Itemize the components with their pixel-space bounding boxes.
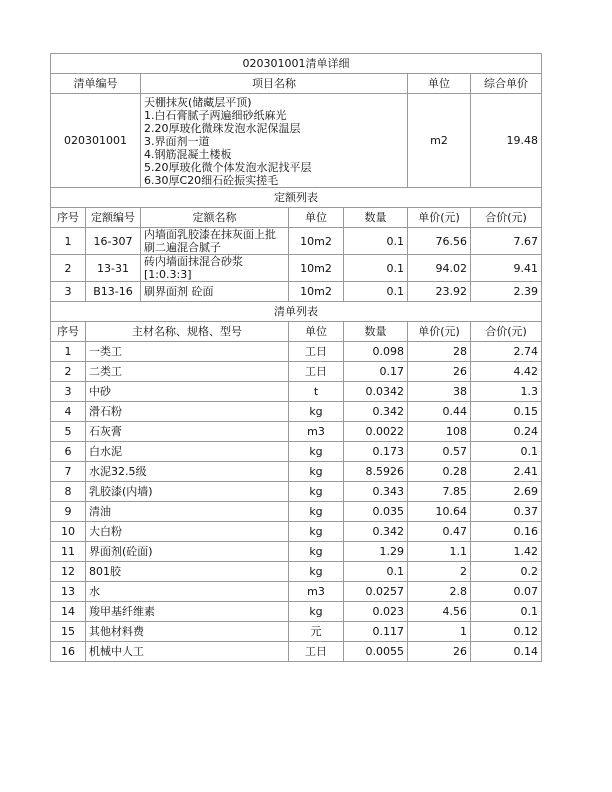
material-name: 滑石粉 bbox=[86, 402, 289, 422]
material-name: 水 bbox=[86, 582, 289, 602]
material-row bbox=[51, 642, 542, 662]
material-qty: 0.1 bbox=[344, 562, 408, 582]
quota-code: B13-16 bbox=[86, 282, 141, 302]
material-unit: 工日 bbox=[289, 362, 344, 382]
material-no: 12 bbox=[51, 562, 86, 582]
material-no: 15 bbox=[51, 622, 86, 642]
quota-row bbox=[51, 282, 542, 302]
material-price: 38 bbox=[408, 382, 471, 402]
quota-price: 23.92 bbox=[408, 282, 471, 302]
material-total: 0.2 bbox=[471, 562, 542, 582]
material-no: 5 bbox=[51, 422, 86, 442]
material-total: 1.3 bbox=[471, 382, 542, 402]
material-name: 二类工 bbox=[86, 362, 289, 382]
material-no: 14 bbox=[51, 602, 86, 622]
material-no-header: 序号 bbox=[51, 322, 86, 342]
material-unit-header: 单位 bbox=[289, 322, 344, 342]
quota-qty: 0.1 bbox=[344, 228, 408, 255]
material-total: 0.37 bbox=[471, 502, 542, 522]
material-name: 石灰膏 bbox=[86, 422, 289, 442]
bill-price: 19.48 bbox=[471, 94, 542, 188]
material-qty: 0.173 bbox=[344, 442, 408, 462]
material-row bbox=[51, 402, 542, 422]
material-no: 13 bbox=[51, 582, 86, 602]
material-row bbox=[51, 562, 542, 582]
material-price: 1.1 bbox=[408, 542, 471, 562]
material-no: 6 bbox=[51, 442, 86, 462]
material-unit: kg bbox=[289, 542, 344, 562]
material-no: 4 bbox=[51, 402, 86, 422]
material-total: 2.69 bbox=[471, 482, 542, 502]
material-total: 0.24 bbox=[471, 422, 542, 442]
material-price: 0.47 bbox=[408, 522, 471, 542]
quota-total-header: 合价(元) bbox=[471, 208, 542, 228]
quota-qty-header: 数量 bbox=[344, 208, 408, 228]
material-name: 一类工 bbox=[86, 342, 289, 362]
bill-code-header: 清单编号 bbox=[51, 74, 141, 94]
material-row bbox=[51, 362, 542, 382]
quota-row bbox=[51, 255, 542, 282]
bill-description-line: 3.界面剂一道 bbox=[144, 135, 210, 148]
quota-no: 2 bbox=[51, 255, 86, 282]
bill-description-line: 6.30厚C20细石砼振实搓毛 bbox=[144, 174, 279, 187]
material-qty: 0.0342 bbox=[344, 382, 408, 402]
material-total: 0.15 bbox=[471, 402, 542, 422]
material-price: 0.57 bbox=[408, 442, 471, 462]
material-unit: 元 bbox=[289, 622, 344, 642]
material-price: 26 bbox=[408, 642, 471, 662]
material-price: 2.8 bbox=[408, 582, 471, 602]
material-qty: 8.5926 bbox=[344, 462, 408, 482]
material-name: 乳胶漆(内墙) bbox=[86, 482, 289, 502]
material-qty: 0.17 bbox=[344, 362, 408, 382]
material-no: 8 bbox=[51, 482, 86, 502]
bill-price-header: 综合单价 bbox=[471, 74, 542, 94]
bill-row bbox=[51, 94, 542, 188]
material-row bbox=[51, 342, 542, 362]
material-qty: 0.0055 bbox=[344, 642, 408, 662]
material-qty: 0.023 bbox=[344, 602, 408, 622]
material-price: 1 bbox=[408, 622, 471, 642]
material-name: 801胶 bbox=[86, 562, 289, 582]
material-name: 界面剂(砼面) bbox=[86, 542, 289, 562]
quota-code: 16-307 bbox=[86, 228, 141, 255]
material-row bbox=[51, 602, 542, 622]
material-unit: kg bbox=[289, 522, 344, 542]
bill-description-line: 4.钢筋混凝土楼板 bbox=[144, 148, 232, 161]
material-total-header: 合价(元) bbox=[471, 322, 542, 342]
bill-name-header: 项目名称 bbox=[141, 74, 408, 94]
quota-unit: 10m2 bbox=[289, 255, 344, 282]
material-name: 其他材料费 bbox=[86, 622, 289, 642]
quota-row bbox=[51, 228, 542, 255]
quota-name: 内墙面乳胶漆在抹灰面上批刷二遍混合腻子 bbox=[141, 228, 289, 255]
material-qty: 0.035 bbox=[344, 502, 408, 522]
material-qty: 0.098 bbox=[344, 342, 408, 362]
quota-unit: 10m2 bbox=[289, 282, 344, 302]
material-total: 1.42 bbox=[471, 542, 542, 562]
material-name: 水泥32.5级 bbox=[86, 462, 289, 482]
quota-name: 砖内墙面抹混合砂浆[1:0.3:3] bbox=[141, 255, 289, 282]
material-total: 0.12 bbox=[471, 622, 542, 642]
material-no: 16 bbox=[51, 642, 86, 662]
bill-description-line: 天棚抹灰(储藏层平顶) bbox=[144, 96, 252, 109]
material-name: 大白粉 bbox=[86, 522, 289, 542]
material-row bbox=[51, 622, 542, 642]
material-no: 3 bbox=[51, 382, 86, 402]
quota-unit-header: 单位 bbox=[289, 208, 344, 228]
quota-section-title: 定额列表 bbox=[51, 188, 542, 208]
material-price: 26 bbox=[408, 362, 471, 382]
material-unit: kg bbox=[289, 462, 344, 482]
bill-description bbox=[141, 94, 408, 188]
material-qty: 0.0022 bbox=[344, 422, 408, 442]
material-unit: kg bbox=[289, 402, 344, 422]
material-qty-header: 数量 bbox=[344, 322, 408, 342]
material-no: 11 bbox=[51, 542, 86, 562]
quota-total: 7.67 bbox=[471, 228, 542, 255]
quota-total: 9.41 bbox=[471, 255, 542, 282]
material-unit: 工日 bbox=[289, 342, 344, 362]
quota-price: 76.56 bbox=[408, 228, 471, 255]
material-qty: 0.117 bbox=[344, 622, 408, 642]
quota-name-header: 定额名称 bbox=[141, 208, 289, 228]
quota-code: 13-31 bbox=[86, 255, 141, 282]
material-price: 2 bbox=[408, 562, 471, 582]
material-total: 0.14 bbox=[471, 642, 542, 662]
quota-unit: 10m2 bbox=[289, 228, 344, 255]
material-qty: 0.343 bbox=[344, 482, 408, 502]
material-unit: kg bbox=[289, 482, 344, 502]
material-name-header: 主材名称、规格、型号 bbox=[86, 322, 289, 342]
material-qty: 0.342 bbox=[344, 522, 408, 542]
material-total: 2.74 bbox=[471, 342, 542, 362]
material-row bbox=[51, 442, 542, 462]
material-total: 0.16 bbox=[471, 522, 542, 542]
quota-name: 刷界面剂 砼面 bbox=[141, 282, 289, 302]
material-no: 1 bbox=[51, 342, 86, 362]
material-no: 2 bbox=[51, 362, 86, 382]
material-section-title: 清单列表 bbox=[51, 302, 542, 322]
material-price: 7.85 bbox=[408, 482, 471, 502]
material-unit: kg bbox=[289, 502, 344, 522]
material-total: 4.42 bbox=[471, 362, 542, 382]
quota-no-header: 序号 bbox=[51, 208, 86, 228]
material-price: 28 bbox=[408, 342, 471, 362]
material-price: 10.64 bbox=[408, 502, 471, 522]
material-price: 4.56 bbox=[408, 602, 471, 622]
material-row bbox=[51, 502, 542, 522]
material-price: 0.44 bbox=[408, 402, 471, 422]
material-row bbox=[51, 462, 542, 482]
material-unit: t bbox=[289, 382, 344, 402]
material-name: 白水泥 bbox=[86, 442, 289, 462]
material-row bbox=[51, 482, 542, 502]
quota-no: 1 bbox=[51, 228, 86, 255]
quota-total: 2.39 bbox=[471, 282, 542, 302]
material-row bbox=[51, 582, 542, 602]
quota-qty: 0.1 bbox=[344, 255, 408, 282]
quota-header-row bbox=[51, 208, 542, 228]
quota-no: 3 bbox=[51, 282, 86, 302]
quota-code-header: 定额编号 bbox=[86, 208, 141, 228]
material-unit: 工日 bbox=[289, 642, 344, 662]
bill-description-line: 1.白石膏腻子两遍细砂纸麻光 bbox=[144, 109, 287, 122]
bill-detail-table bbox=[50, 53, 542, 662]
material-row bbox=[51, 522, 542, 542]
material-price: 108 bbox=[408, 422, 471, 442]
material-name: 清油 bbox=[86, 502, 289, 522]
material-qty: 0.342 bbox=[344, 402, 408, 422]
material-unit: kg bbox=[289, 562, 344, 582]
bill-code: 020301001 bbox=[51, 94, 141, 188]
bill-header-row bbox=[51, 74, 542, 94]
material-name: 机械中人工 bbox=[86, 642, 289, 662]
material-total: 0.1 bbox=[471, 602, 542, 622]
material-no: 10 bbox=[51, 522, 86, 542]
material-row bbox=[51, 542, 542, 562]
bill-unit: m2 bbox=[408, 94, 471, 188]
material-no: 9 bbox=[51, 502, 86, 522]
quota-qty: 0.1 bbox=[344, 282, 408, 302]
material-total: 0.1 bbox=[471, 442, 542, 462]
material-unit: kg bbox=[289, 442, 344, 462]
material-name: 羧甲基纤维素 bbox=[86, 602, 289, 622]
material-row bbox=[51, 422, 542, 442]
material-header-row bbox=[51, 322, 542, 342]
bill-unit-header: 单位 bbox=[408, 74, 471, 94]
bill-description-line: 5.20厚玻化微个体发泡水泥找平层 bbox=[144, 161, 312, 174]
material-name: 中砂 bbox=[86, 382, 289, 402]
bill-description-line: 2.20厚玻化微珠发泡水泥保温层 bbox=[144, 122, 301, 135]
material-total: 2.41 bbox=[471, 462, 542, 482]
page-title: 020301001清单详细 bbox=[51, 54, 542, 74]
quota-price-header: 单价(元) bbox=[408, 208, 471, 228]
material-row bbox=[51, 382, 542, 402]
material-qty: 0.0257 bbox=[344, 582, 408, 602]
material-price: 0.28 bbox=[408, 462, 471, 482]
material-unit: m3 bbox=[289, 422, 344, 442]
material-qty: 1.29 bbox=[344, 542, 408, 562]
material-total: 0.07 bbox=[471, 582, 542, 602]
material-price-header: 单价(元) bbox=[408, 322, 471, 342]
material-unit: m3 bbox=[289, 582, 344, 602]
material-no: 7 bbox=[51, 462, 86, 482]
quota-price: 94.02 bbox=[408, 255, 471, 282]
material-unit: kg bbox=[289, 602, 344, 622]
